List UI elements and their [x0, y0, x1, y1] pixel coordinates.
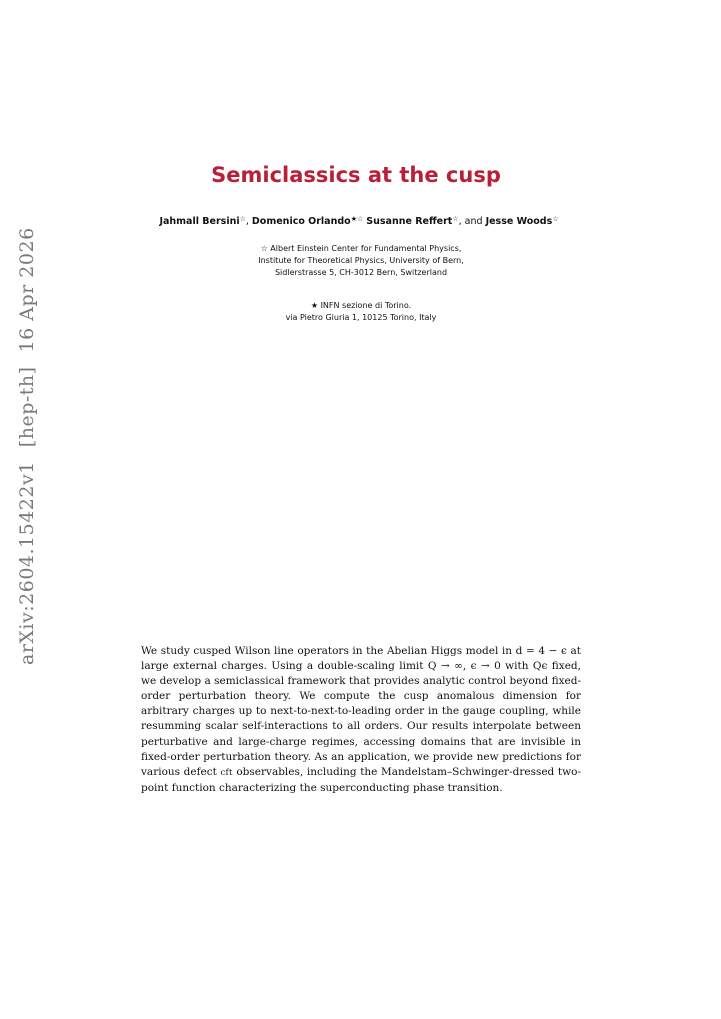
- author-list: [0, 216, 718, 227]
- author-name: Susanne Reffert: [366, 216, 453, 227]
- arxiv-date: 16 Apr 2026: [16, 227, 38, 353]
- author-mark: ☆: [452, 215, 459, 223]
- affiliation-torino: [0, 300, 721, 324]
- author-mark: ☆: [239, 215, 246, 223]
- affiliation-bern: [0, 243, 721, 279]
- paper-title: Semiclassics at the cusp: [211, 163, 501, 187]
- affiliation-line: Institute for Theoretical Physics, University of Bern,: [258, 256, 464, 265]
- author-name: Domenico Orlando: [251, 216, 351, 227]
- abstract-text: observables, including the Mandelstam–Schwinger-dressed two-point function characterizing the superconducting phase transition.: [141, 765, 581, 794]
- affiliation-line: ☆ Albert Einstein Center for Fundamental Physics,: [260, 244, 462, 253]
- affiliation-line: Sidlerstrasse 5, CH-3012 Bern, Switzerland: [274, 268, 448, 277]
- author-name: Jesse Woods: [485, 216, 553, 227]
- arxiv-category: [hep-th]: [16, 366, 38, 448]
- abstract-text: We study cusped Wilson line operators in the Abelian Higgs model in d = 4 − ϵ at large external charges. Using a double-scaling limit Q → ∞, ϵ → 0 with Qϵ fixed, we develop a semiclassical framework that provides analytic control beyond fixed-order perturbation theory. We compute the cusp anomalous dimension for arbitrary charges up to next-to-next-to-leading order in the gauge coupling, while resumming scalar self-interactions to all orders. Our results interpolate between perturbative and large-charge regimes, accessing domains that are invisible in fixed-order perturbation theory. As an application, we provide new predictions for various defect: [141, 645, 581, 778]
- arxiv-stamp: [16, 227, 38, 665]
- arxiv-id: arXiv:2604.15422v1: [16, 461, 38, 665]
- author-mark: ★☆: [350, 215, 364, 223]
- affiliation-line: via Pietro Giuria 1, 10125 Torino, Italy: [285, 313, 437, 322]
- abstract-smallcaps: cft: [220, 767, 233, 778]
- author-separator: ,: [245, 216, 252, 227]
- author-separator: , and: [458, 216, 486, 227]
- author-name: Jahmall Bersini: [159, 216, 240, 227]
- affiliation-line: ★ INFN sezione di Torino.: [310, 301, 412, 310]
- author-mark: ☆: [552, 215, 559, 223]
- abstract: [141, 644, 581, 796]
